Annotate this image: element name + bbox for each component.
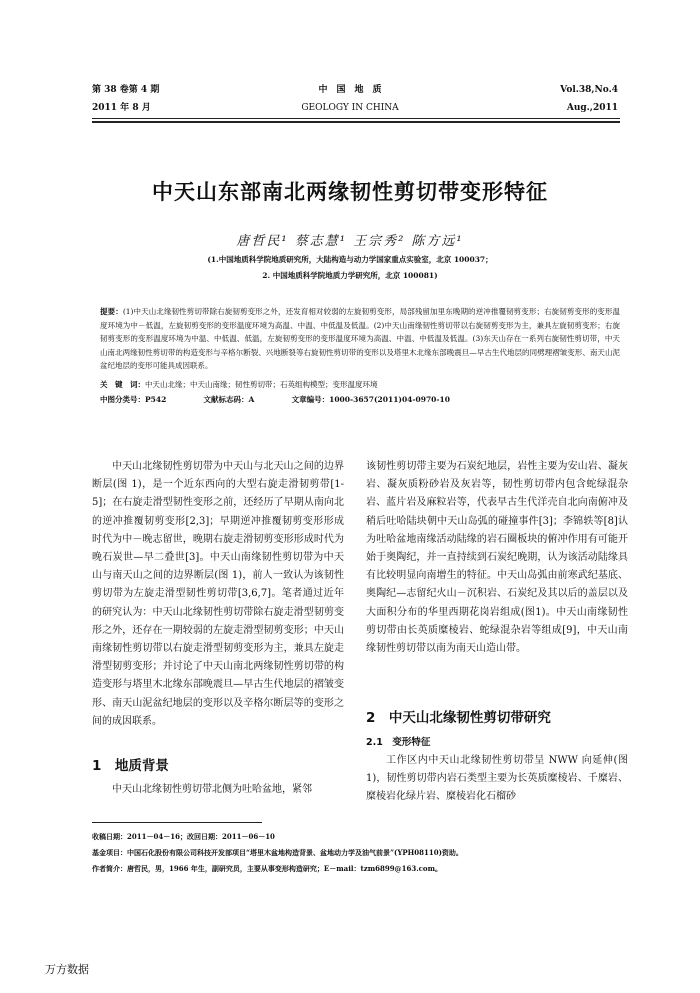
doc-code-label: 文献标志码： bbox=[203, 395, 249, 404]
footnote-funding: 基金项目：中国石化股份有限公司科技开发部项目“塔里木盆地构造背景、盆地动力学及油气前景”(YPH08110)资助。 bbox=[92, 848, 463, 857]
footnote-rule bbox=[92, 822, 262, 823]
intro-paragraph: 中天山北缘韧性剪切带为中天山与北天山之间的边界断层(图 1)，是一个近东西向的大型右旋走滑韧剪带[1-5]；在右旋走滑型韧性变形之前，还经历了早期从南向北的逆冲推覆韧剪变形[2,3]；早期逆冲推覆韧剪变形形成时代为中－晚志留世，晚期右旋走滑韧剪变形形成时代为晚石炭世—早二叠世[3]。中天山南缘韧性剪切带为中天山与南天山之间的边界断层(图 1)，前人一致认为该韧性剪切带为左旋走滑型韧性剪切带[3,6,7]。笔者通过近年的研究认为：中天山北缘韧性剪切带除右旋走滑型韧剪变形之外，还存在一期较弱的左旋走滑型韧剪变形；中天山南缘韧性剪切带以右旋走滑型韧剪变形为主，兼具左旋走滑型韧剪变形；并讨论了中天山南北两缘韧性剪切带的构造变形与塔里木北缘东部晚震旦—早古生代地层的褶皱变形、南天山泥盆纪地层的变形以及辛格尔断层等的变形之间的成因联系。 bbox=[92, 461, 344, 727]
journal-name-en: GEOLOGY IN CHINA bbox=[301, 103, 399, 113]
subsection-2-1-paragraph: 工作区内中天山北缘韧性剪切带呈 NWW 向延伸(图 1)，韧性剪切带内岩石类型主要为长英质糜棱岩、千糜岩、糜棱岩化绿片岩、糜棱岩化石榴砂 bbox=[366, 755, 628, 803]
footnote-received: 收稿日期：2011－04－16；改回日期：2011－06－10 bbox=[92, 832, 275, 841]
volume-issue-cn: 第 38 卷第 4 期 bbox=[92, 85, 160, 95]
left-column bbox=[92, 458, 344, 731]
date-en: Aug.,2011 bbox=[566, 103, 618, 113]
subsection-2-1-body bbox=[366, 752, 628, 807]
keywords bbox=[100, 378, 620, 391]
header-rule-thick bbox=[92, 121, 620, 123]
section-1-body bbox=[92, 781, 344, 799]
author-list: 唐哲民¹ 蔡志慧¹ 王宗秀² 陈方远¹ bbox=[236, 234, 464, 249]
continued-paragraph: 该韧性剪切带主要为石炭纪地层，岩性主要为安山岩、凝灰岩、凝灰质粉砂岩及灰岩等，韧性剪切带内包含蛇绿混杂岩、蓝片岩及麻粒岩等，代表早古生代洋壳自北向南俯冲及稍后吐哈陆块朝中天山岛弧的碰撞事件[3]；李锦轶等[8]认为吐哈盆地南缘活动陆缘的岩石圈板块的俯冲作用有可能开始于奥陶纪，并一直持续到石炭纪晚期，认为该活动陆缘具有比较明显向南增生的特征。中天山岛弧由前寒武纪基底、奥陶纪—志留纪火山－沉积岩、石炭纪及其以后的盖层以及大面积分布的华里西期花岗岩组成(图1)。中天山南缘韧性剪切带由长英质糜棱岩、蛇绿混杂岩等组成[9]，中天山南缘韧性剪切带以南为南天山造山带。 bbox=[366, 461, 628, 655]
paper-title: 中天山东部南北两缘韧性剪切带变形特征 bbox=[152, 180, 548, 204]
article-number-label: 文章编号： bbox=[291, 395, 330, 404]
doc-code: A bbox=[248, 395, 255, 404]
keywords-text: 中天山北缘；中天山南缘；韧性剪切带；石英组构模型；变形温度环境 bbox=[145, 380, 378, 389]
abstract-label: 提要： bbox=[100, 307, 123, 316]
clc-label: 中图分类号： bbox=[100, 395, 145, 404]
header-rule-thin bbox=[92, 118, 620, 119]
classification-line bbox=[100, 393, 620, 406]
subsection-2-1-heading: 2.1 变形特征 bbox=[366, 737, 431, 748]
journal-name-cn: 中 国 地 质 bbox=[318, 85, 382, 95]
article-number: 1000-3657(2011)04-0970-10 bbox=[329, 395, 450, 404]
affiliation-2: 2. 中国地质科学院地质力学研究所，北京 100081) bbox=[262, 271, 438, 280]
clc-code: P542 bbox=[145, 395, 167, 404]
volume-issue-en: Vol.38,No.4 bbox=[560, 85, 618, 95]
keywords-label: 关 键 词： bbox=[100, 380, 145, 389]
section-2-heading: 2 中天山北缘韧性剪切带研究 bbox=[366, 710, 551, 726]
abstract bbox=[100, 305, 620, 373]
right-column bbox=[366, 458, 628, 658]
affiliation-1: (1.中国地质科学院地质研究所，大陆构造与动力学国家重点实验室，北京 100037； bbox=[207, 255, 493, 264]
section-1-heading: 1 地质背景 bbox=[92, 758, 169, 774]
section-1-paragraph: 中天山北缘韧性剪切带北侧为吐哈盆地，紧邻 bbox=[112, 784, 312, 795]
date-cn: 2011 年 8 月 bbox=[92, 103, 151, 113]
footnote-author: 作者简介：唐哲民，男，1966 年生，副研究员，主要从事变形构造研究；E－mail：tzm6899@163.com。 bbox=[92, 864, 442, 873]
watermark-text: 万方数据 bbox=[45, 963, 89, 976]
abstract-text: (1)中天山北缘韧性剪切带除右旋韧剪变形之外，还发育相对较弱的左旋韧剪变形，局部残留加里东晚期的逆冲推覆韧剪变形；右旋韧剪变形的变形温度环境为中－低温，左旋韧剪变形的变形温度环境为高温、中温、中低温及低温。(2)中天山南缘韧性剪切带以右旋韧剪变形为主，兼具左旋韧剪变形；右旋韧剪变形的变形温度环境为中温、中低温、低温，左旋韧剪变形的变形温度环境为高温、中温、中低温及低温。(3)东天山存在一系列右旋韧性剪切带，中天山南北两缘韧性剪切带的构造变形与辛格尔断裂、兴地断裂等右旋韧性剪切带的变形以及塔里木北缘东部晚震旦—早古生代地层的同劈理褶皱变形、南天山泥盆纪地层的变形可能具成因联系。 bbox=[100, 307, 620, 370]
